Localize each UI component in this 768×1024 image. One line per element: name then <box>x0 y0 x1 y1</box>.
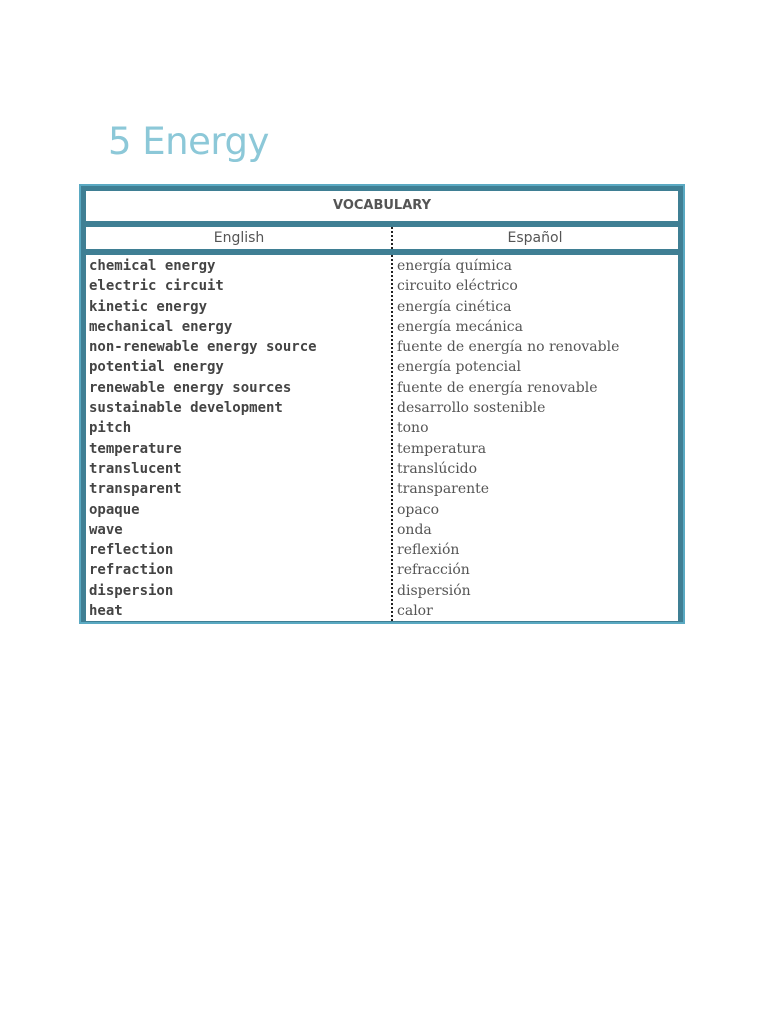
vocabulary-row <box>86 601 678 621</box>
spanish-term: circuito eléctrico <box>397 278 518 295</box>
english-term: chemical energy <box>89 258 216 274</box>
vocabulary-row <box>86 317 678 337</box>
english-term: pitch <box>89 420 132 437</box>
spanish-term: energía potencial <box>397 359 521 376</box>
vocabulary-row <box>86 378 678 398</box>
spanish-term: refracción <box>397 562 470 579</box>
vocabulary-list <box>86 256 678 621</box>
english-term: translucent <box>89 460 182 477</box>
spanish-term: calor <box>397 603 433 620</box>
english-term: reflection <box>89 542 174 559</box>
column-header-spanish: Español <box>507 230 563 246</box>
vocabulary-row <box>86 276 678 296</box>
spanish-term: dispersión <box>397 582 471 599</box>
spanish-term: energía mecánica <box>397 318 523 335</box>
english-term: sustainable development <box>89 400 283 417</box>
vocabulary-body <box>86 255 678 621</box>
vocabulary-row <box>86 439 678 459</box>
english-term: wave <box>89 521 123 538</box>
vocabulary-row <box>86 357 678 377</box>
spanish-term: transparente <box>397 481 490 498</box>
english-term: non-renewable energy source <box>89 339 317 356</box>
spanish-term: reflexión <box>397 542 460 559</box>
english-term: renewable energy sources <box>89 379 292 396</box>
spanish-term: tono <box>397 420 429 437</box>
spanish-term: fuente de energía renovable <box>397 379 598 396</box>
vocabulary-table <box>79 184 685 624</box>
vocabulary-row <box>86 520 678 540</box>
vocabulary-header: VOCABULARY <box>86 191 678 221</box>
english-term: kinetic energy <box>89 298 208 315</box>
spanish-term: fuente de energía no renovable <box>397 339 620 356</box>
spanish-term: desarrollo sostenible <box>397 400 546 417</box>
spanish-term: opaco <box>397 501 440 518</box>
spanish-term: energía cinética <box>397 298 512 315</box>
page-title: 5 Energy <box>108 120 269 163</box>
english-term: transparent <box>89 481 182 498</box>
english-term: electric circuit <box>89 278 224 295</box>
vocabulary-row <box>86 337 678 357</box>
vocabulary-row <box>86 418 678 438</box>
spanish-term: temperatura <box>397 440 487 457</box>
english-term: heat <box>89 603 123 620</box>
vocabulary-row <box>86 459 678 479</box>
spanish-term: translúcido <box>397 460 478 477</box>
english-term: potential energy <box>89 359 224 376</box>
vocabulary-row <box>86 479 678 499</box>
english-term: temperature <box>89 440 182 457</box>
english-term: refraction <box>89 562 174 579</box>
english-term: dispersion <box>89 582 174 599</box>
vocabulary-row <box>86 581 678 601</box>
vocabulary-row <box>86 398 678 418</box>
vocabulary-row <box>86 500 678 520</box>
vocabulary-row <box>86 540 678 560</box>
spanish-term: energía química <box>397 258 512 274</box>
vocabulary-row <box>86 297 678 317</box>
vocabulary-row <box>86 256 678 276</box>
column-header-row <box>86 227 678 249</box>
english-term: opaque <box>89 501 140 518</box>
column-header-english: English <box>213 230 265 246</box>
spanish-term: onda <box>397 521 432 538</box>
vocabulary-row <box>86 560 678 580</box>
english-term: mechanical energy <box>89 318 233 335</box>
